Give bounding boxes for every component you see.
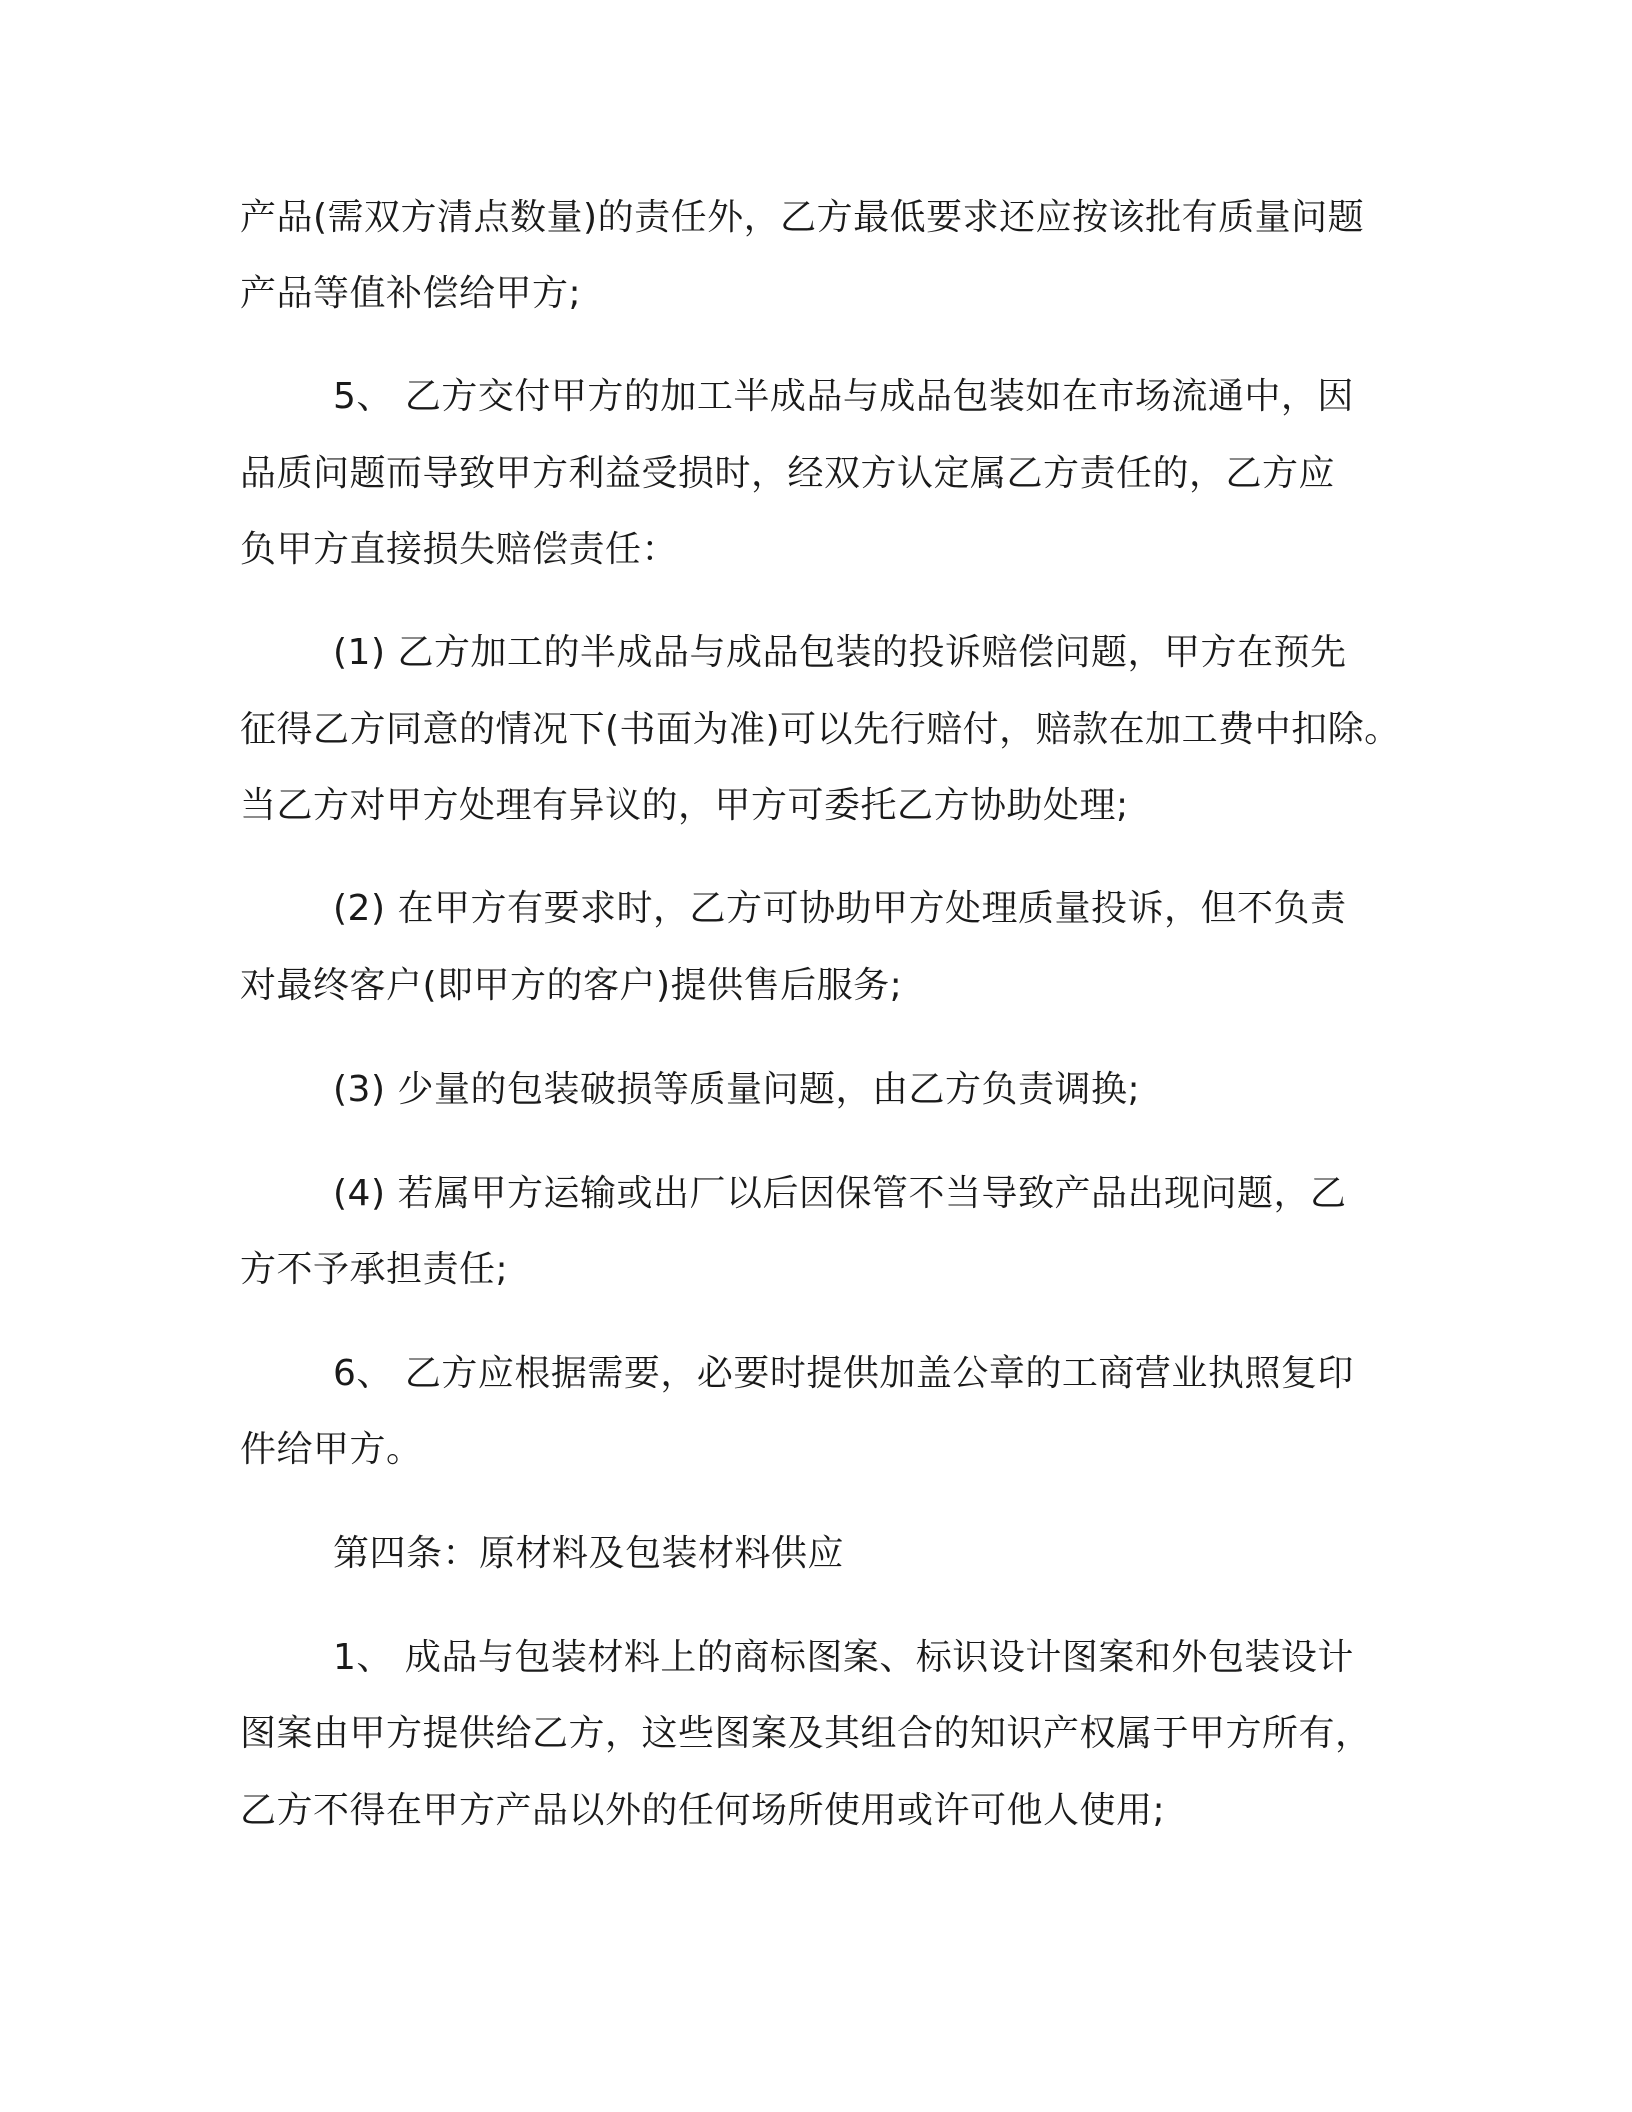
text-line: 1、 成品与包装材料上的商标图案、标识设计图案和外包装设计 bbox=[333, 1637, 1354, 1678]
text-line: (3) 少量的包装破损等质量问题，由乙方负责调换; bbox=[333, 1069, 1141, 1110]
text-line: 方不予承担责任; bbox=[240, 1249, 509, 1290]
text-line: 产品(需双方清点数量)的责任外，乙方最低要求还应按该批有质量问题 bbox=[240, 197, 1365, 238]
text-line: 图案由甲方提供给乙方，这些图案及其组合的知识产权属于甲方所有， bbox=[240, 1713, 1372, 1754]
text-line: 负甲方直接损失赔偿责任： bbox=[240, 529, 679, 570]
text-line: (4) 若属甲方运输或出厂以后因保管不当导致产品出现问题，乙 bbox=[333, 1173, 1347, 1214]
section-heading: 第四条：原材料及包装材料供应 bbox=[333, 1533, 845, 1574]
text-line: 乙方不得在甲方产品以外的任何场所使用或许可他人使用; bbox=[240, 1790, 1166, 1831]
text-line: 对最终客户(即甲方的客户)提供售后服务; bbox=[240, 965, 903, 1006]
text-line: 件给甲方。 bbox=[240, 1429, 423, 1470]
text-line: 5、 乙方交付甲方的加工半成品与成品包装如在市场流通中，因 bbox=[333, 376, 1354, 417]
text-line: 品质问题而导致甲方利益受损时，经双方认定属乙方责任的，乙方应 bbox=[240, 453, 1336, 494]
text-line: 当乙方对甲方处理有异议的，甲方可委托乙方协助处理; bbox=[240, 785, 1129, 826]
text-line: 产品等值补偿给甲方; bbox=[240, 273, 582, 314]
text-line: 6、 乙方应根据需要，必要时提供加盖公章的工商营业执照复印 bbox=[333, 1353, 1354, 1394]
text-line: 征得乙方同意的情况下(书面为准)可以先行赔付，赔款在加工费中扣除。 bbox=[240, 709, 1401, 750]
text-line: (1) 乙方加工的半成品与成品包装的投诉赔偿问题，甲方在预先 bbox=[333, 632, 1347, 673]
text-line: (2) 在甲方有要求时，乙方可协助甲方处理质量投诉，但不负责 bbox=[333, 888, 1347, 929]
